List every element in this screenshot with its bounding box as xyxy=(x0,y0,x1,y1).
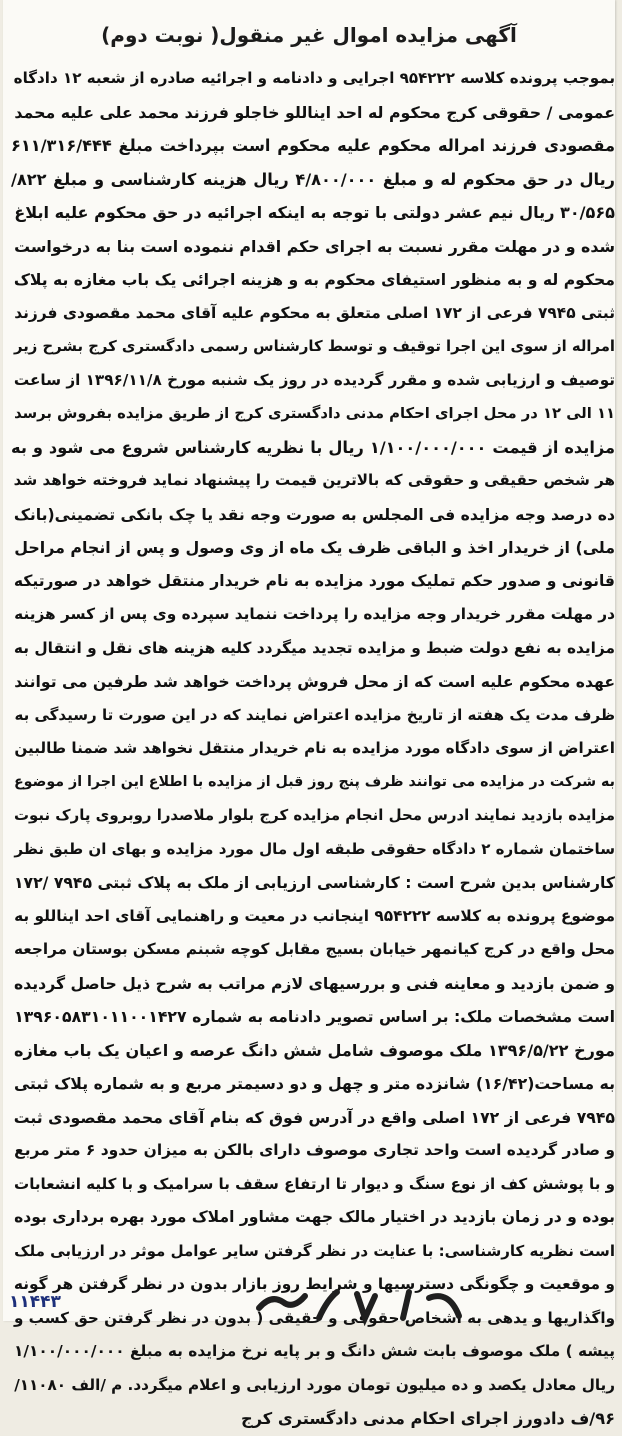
handwriting-stroke xyxy=(357,1294,375,1318)
notice-line: است نظریه کارشناسی: با عنایت در نظر گرفتن سایر عوامل موثر در ارزیابی ملک xyxy=(14,1241,615,1260)
notice-title: آگهی مزایده اموال غیر منقول( نوبت دوم) xyxy=(101,23,517,47)
notice-line: بوده و در زمان بازدید در اختیار مالک جهت مشاور املاک مورد بهره برداری بوده xyxy=(14,1208,615,1226)
notice-line: اعتراض از سوی دادگاه مورد مزایده به نام خریدار منتقل نخواهد شد ضمنا طالبین xyxy=(14,739,615,757)
notice-line: قانونی و صدور حکم تملیک مورد مزایده به نام خریدار منتقل خواهد در صورتیکه xyxy=(13,571,615,590)
notice-line: و موقعیت و چگونگی دسترسیها و شرایط روز بازار بدون در نظر گرفتن هر گونه xyxy=(13,1275,615,1293)
notice-line: توصیف و ارزیابی شده و مقرر گردیده در روز یک شنبه مورخ ۱۳۹۶/۱۱/۸ از ساعت xyxy=(13,370,615,389)
notice-line: ریال معادل یکصد و ده میلیون تومان مورد ارزیابی و اعلام میگردد. م /الف ۱۱۰۸۰/ xyxy=(14,1375,615,1394)
notice-line: ظرف مدت یک هفته از تاریخ مزایده اعتراض نمایند که در این صورت تا رسیدگی به xyxy=(14,705,615,724)
notice-line: در مهلت مقرر خریدار وجه مزایده را پرداخت ننماید سپرده وی پس از کسر هزینه xyxy=(14,605,615,623)
notice-line: ساختمان شماره ۲ دادگاه حقوقی طبقه اول مال مورد مزایده و بهای ان طبق نظر xyxy=(14,839,615,858)
notice-line: محکوم له و به منظور استیفای محکوم به و هزینه اجرائی یک باب مغازه به پلاک xyxy=(13,270,615,289)
notice-line: به شرکت در مزایده می توانند ظرف پنج روز قبل از مزایده با اطلاع این اجرا از موضوع xyxy=(13,773,615,790)
notice-body xyxy=(11,62,615,1436)
notice-line: بموجب پرونده کلاسه ۹۵۴۲۲۲ اجرایی و دادنامه و اجرائیه صادره از شعبه ۱۲ دادگاه xyxy=(13,69,615,87)
notice-line: هر شخص حقیقی و حقوقی که بالاترین قیمت را پیشنهاد نماید فروخته خواهد شد xyxy=(13,471,615,489)
handwritten-note xyxy=(253,1288,473,1321)
notice-line: و ضمن بازدید و معاینه فنی و بررسیهای لازم مراتب به شرح ذیل حاصل گردیده xyxy=(14,973,615,993)
notice-line: پیشه ) ملک موصوف بابت شش دانگ و بر پایه نرخ مزایده به مبلغ ۱/۱۰۰/۰۰۰/۰۰۰ xyxy=(14,1342,615,1360)
notice-line: مزایده بازدید نمایند ادرس محل انجام مزایده کرج بلوار ملاصدرا روبروی پارک نبوت xyxy=(13,806,615,824)
handwriting-stroke xyxy=(319,1292,337,1318)
handwriting-stroke xyxy=(403,1292,409,1318)
notice-line: عمومی / حقوقی کرج محکوم له احد ایناللو خاجلو فرزند محمد علی علیه محمد xyxy=(14,102,615,122)
handwriting-stroke xyxy=(259,1296,305,1308)
notice-line: و صادر گردیده است واحد تجاری موصوف دارای بالکن به میزان حدود ۶ متر مربع xyxy=(14,1141,615,1159)
notice-line: محل واقع در کرج کیانمهر خیابان بسیج مقابل کوچه شبنم مسکن بوستان مراجعه xyxy=(14,940,615,958)
notice-line: ثبتی ۷۹۴۵ فرعی از ۱۷۲ اصلی متعلق به محکوم علیه آقای محمد مقصودی فرزند xyxy=(14,303,615,322)
notice-line: ۳۰/۵۶۵ ریال نیم عشر دولتی با توجه به اینکه اجرائیه در حق محکوم علیه ابلاغ xyxy=(14,203,615,222)
notice-line: امراله از سوی این اجرا توقیف و توسط کارشناس رسمی دادگستری کرج بشرح زیر xyxy=(14,338,615,355)
notice-line: به مساحت(۱۶/۴۲) شانزده متر و چهل و دو دسیمتر مربع و به شماره پلاک ثبتی xyxy=(14,1074,615,1093)
notice-line: ۱۱ الی ۱۲ در محل اجرای احکام مدنی دادگستری کرج از طریق مزایده بفروش برسد xyxy=(14,405,615,422)
notice-line: کارشناس بدین شرح است : کارشناسی ارزیابی از ملک به پلاک ثبتی ۷۹۴۵ /۱۷۲ xyxy=(14,873,615,892)
notice-line: شده و در مهلت مقرر نسبت به اجرای حکم اقدام ننموده است بنا به درخواست xyxy=(14,236,615,256)
notice-line: ۹۶/ف دادورز اجرای احکام مدنی دادگستری کرج xyxy=(241,1409,615,1428)
handwriting-stroke xyxy=(429,1296,459,1316)
notice-code: ۱۱۴۴۳ xyxy=(9,1292,61,1312)
notice-line: مزایده از قیمت ۱/۱۰۰/۰۰۰/۰۰۰ ریال با نظریه کارشناس شروع می شود و به xyxy=(11,437,615,457)
notice-line: و با پوشش کف از نوع سنگ و دیوار تا ارتفاع سقف با سرامیک و با کلیه انشعابات xyxy=(14,1174,615,1193)
notice-line: ریال در حق محکوم له و مبلغ ۴/۸۰۰/۰۰۰ ریال هزینه کارشناسی و مبلغ ۸۲۲/ xyxy=(11,169,615,189)
notice-line: ده درصد وجه مزایده فی المجلس به صورت وجه نقد یا چک بانکی تضمینی(بانک xyxy=(13,504,615,524)
notice-line: است مشخصات ملک: بر اساس تصویر دادنامه به شماره ۱۳۹۶۰۵۸۳۱۰۱۱۰۰۱۴۲۷ xyxy=(14,1007,615,1026)
notice-line: ملی) از خریدار اخذ و الباقی ظرف یک ماه از وی وصول و پس از انجام مراحل xyxy=(14,538,615,557)
notice-line: مزایده به نفع دولت ضبط و مزایده تجدید میگردد کلیه هزینه های نقل و انتقال به xyxy=(13,638,615,657)
notice-line: موضوع پرونده به کلاسه ۹۵۴۲۲۲ اینجانب در معیت و راهنمایی آقای احد ایناللو به xyxy=(14,906,615,925)
notice-line: عهده محکوم علیه است که از محل فروش پرداخت خواهد شد طرفین می توانند xyxy=(14,672,615,691)
notice-line: مقصودی فرزند امراله محکوم علیه محکوم است بپرداخت مبلغ ۶۱۱/۳۱۶/۴۴۴ xyxy=(11,136,615,155)
notice-line: مورخ ۱۳۹۶/۵/۲۲ ملک موصوف شامل شش دانگ عرصه و اعیان یک باب مغازه xyxy=(14,1040,615,1060)
notice-line: ۷۹۴۵ فرعی از ۱۷۲ اصلی واقع در آدرس فوق که بنام آقای محمد مقصودی ثبت xyxy=(13,1107,615,1127)
notice-line: واگذاریها و یدهی به اشخاص حقوقی و حقیقی ( بدون در نظر گرفتن حق کسب و xyxy=(13,1308,615,1327)
newspaper-clipping xyxy=(3,0,615,1428)
